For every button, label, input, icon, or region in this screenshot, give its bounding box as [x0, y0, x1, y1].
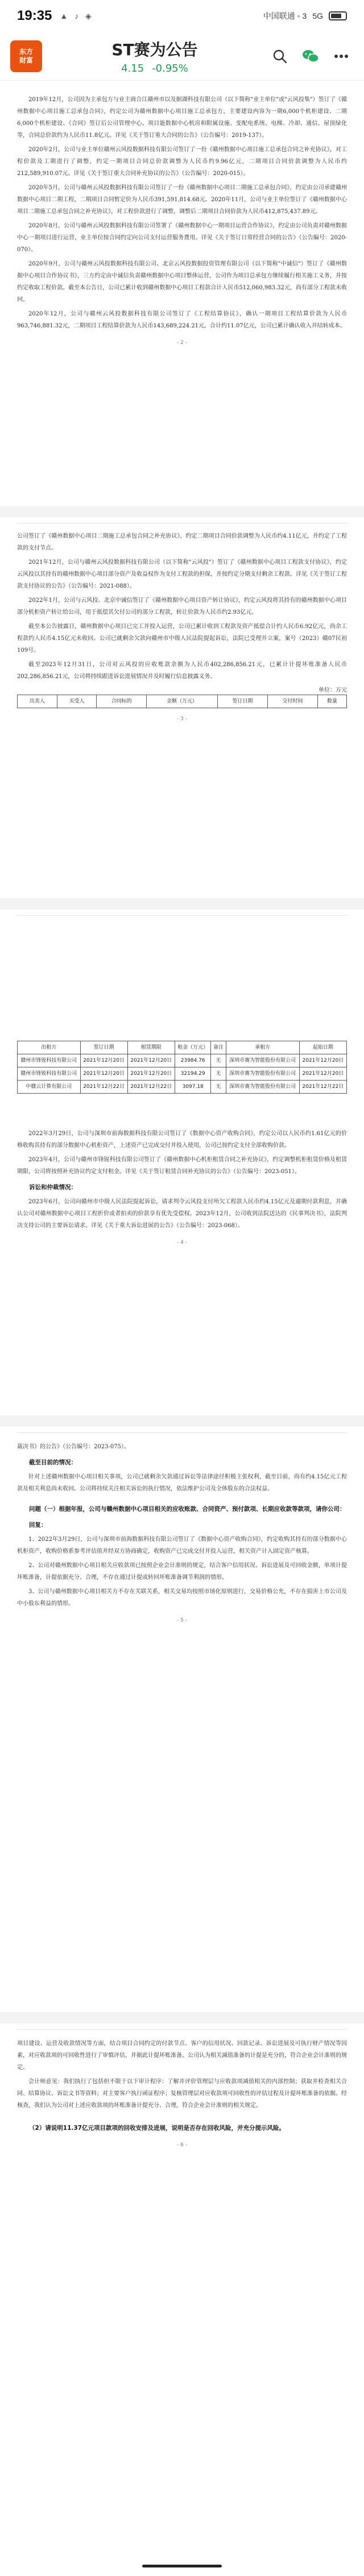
header-center [42, 38, 267, 74]
page4-para-4: 2、公司对赣州数据中心项目相关应收款项已按照企业会计准则的规定，结合客户信用状况、诉讼进展及可回收金额，单项计提坏账准备，计提依据充分、合理，不存在通过计提或转回坏账准备调节利润的情形。 [17, 1563, 347, 1581]
table-cell: 3097.18 [175, 1081, 211, 1094]
document-page-1 [17, 94, 347, 503]
page2-para-4: 截至本公告披露日，赣州数据中心项目已完工并投入运营，公司已累计收到工程款及资产抵偿合计约人民币6.92亿元，尚余工程款约人民币4.15亿元未收回。公司已就剩余欠款向赣州市中级人民法院提起诉讼，法院已受理并立案，案号（2023）赣07民初109号。 [17, 624, 347, 654]
table-cell: 深圳市赛为智能股份有限公司 [226, 1054, 299, 1067]
table-header-row [18, 1041, 347, 1054]
table-row [18, 1054, 347, 1067]
page3-para-2: 2023年4月，公司与赣州市锋锐科技有限公司签订了《赣州数据中心机柜租赁合同之补充协议》，约定调整机柜租赁价格及租赁期限，公司将按照补充协议约定支付租金。详见《关于签订租赁合同补充协议的公告》（公告编号：2023-051）。 [17, 1157, 347, 1175]
page2-para-5: 截至2023年12月31日，公司对云风投的应收账款余额为人民币402,286,856.21元，已累计计提坏账准备人民币202,286,856.21元，公司将持续跟进诉讼进展情况并及时履行信息披露义务。 [17, 662, 347, 680]
section-heading: 诉讼和仲裁情况： [29, 1184, 77, 1191]
page-separator [0, 506, 364, 517]
logo-line-2: 财富 [19, 56, 33, 64]
table-header-cell: 租金（万元） [175, 1041, 211, 1054]
page4-para-5: 3、公司与赣州数据中心项目相关方不存在关联关系，相关交易均按照市场化原则进行，交易价格公允，不存在损害上市公司及中小股东利益的情形。 [17, 1589, 347, 1607]
page1-para-1: 2019年12月，公司因为主承包方与业主商合江赣州市以及据湖科技有限公司（以下简称"业主单位"或"云风投集"）签订了《赣州数据中心项目施工总承包合同》，约定公司为赣州数据中心项目施工总承包方，主要建设内容为一期6,000个机柜建设、二期6,000个机柜建设、《合同》签订后公司管理中心、项目能数据中心机房和附属设施、变配电系统、电梯、冷却、通信、屋顶绿化等，合同总价款约为人民币11.8亿元。详见《关于签订重大合同的公告》（公告编号：2019-137）。 [17, 97, 347, 139]
table-row [18, 1081, 347, 1094]
page-number: - 2 - [177, 340, 187, 346]
status-time: 19:35 [17, 8, 52, 23]
status-bar [0, 0, 364, 32]
page-number: - 6 - [177, 2142, 187, 2148]
table-cell: 2021年12月22日 [127, 1081, 175, 1094]
table-cell: 无 [211, 1081, 226, 1094]
page5-para-2: 会计师意见：我们执行了包括但不限于以下审计程序：了解并评价管理层与应收款项减值相关的内部控制；获取并检查相关合同、结算协议、诉讼文书等资料；对主要客户执行函证程序；复核管理层对应收款项可回收性的评估过程及计提坏账准备的依据。经核查，我们认为公司对上述应收款项的坏账准备计提充分、合理，符合企业会计准则的相关规定。 [17, 2079, 347, 2109]
page-number: - 5 - [177, 1618, 187, 1623]
page1-para-3: 2020年5月，公司与赣州云风投数据科技有限公司签订了一份《赣州数据中心项目二期施工总承包合同》，约定由公司承建赣州数据中心项目二期工程，二期项目合同暂定价为人民币391,591,814.68元。2020年11月，公司与业主单位签订了《赣州数据中心项目二期施工总承包合同之补充协议》，对工程价款进行了调整，调整后二期项目合同价款为人民币412,875,437.89元。 [17, 185, 347, 215]
signal-label: 5G [312, 11, 323, 20]
table-header-cell: 交付时间 [267, 695, 317, 708]
table-caption: 单位：万元 [318, 687, 347, 693]
battery-icon [329, 11, 347, 20]
page2-para-1: 公司签订了《赣州数据中心项目二期施工总承包合同之补充协议》，约定二期项目合同价款调整为人民币约4.11亿元，并约定了工程款的支付节点。 [17, 533, 347, 551]
page2-para-3: 2022年1月，公司与云风投、北京中诚信签订了《赣州数据中心项目资产转让协议》，约定云风投将其持有的赣州数据中心项目部分机柜资产转让给公司，用于抵偿其欠付公司的部分工程款，转让价款为人民币约2.93亿元。 [17, 597, 347, 616]
table-header-cell: 买受人 [57, 695, 97, 708]
section-heading: 截至目前的情况： [29, 1459, 77, 1466]
table-cell: 赣州市锋锐科技有限公司 [18, 1054, 81, 1067]
table-cell: 2021年12月22日 [299, 1081, 346, 1094]
question-heading: 问题（一）根据年报，公司与赣州数据中心项目相关的应收账款、合同资产、预付款项、长期应收款等款项，请你公司： [29, 1506, 346, 1513]
table-header-cell: 租赁期限 [127, 1041, 175, 1054]
table-header-cell: 起始日期 [299, 1041, 346, 1054]
table-cell: 2021年12月20日 [127, 1067, 175, 1081]
app-header [0, 32, 364, 81]
contract-table-header [17, 695, 347, 708]
table-header-cell: 合同标的 [97, 695, 147, 708]
table-header-cell: 备注 [211, 1041, 226, 1054]
table-cell: 无 [211, 1067, 226, 1081]
page-number: - 3 - [177, 716, 187, 722]
document-page-5 [17, 2029, 347, 2552]
table-header-cell: 签订日期 [217, 695, 267, 708]
logo-line-1: 东方 [19, 47, 33, 56]
home-indicator[interactable] [142, 2565, 222, 2567]
stock-change: -0.95% [152, 63, 188, 74]
table-cell: 中赣云计算有限公司 [18, 1081, 81, 1094]
document-page-4 [17, 1432, 347, 2001]
network-label: 中国联通 ◦ 3 [263, 11, 307, 20]
page4-para-2: 针对上述赣州数据中心项目相关事项，公司已就剩余欠款通过诉讼等法律途径积极主张权利，截至目前，尚有约4.15亿元工程款及相关利息尚未收回。公司将持续关注相关诉讼的执行情况，依法维护公司及全体股东的合法权益。 [17, 1474, 347, 1492]
table-row [18, 1067, 347, 1081]
page5-para-1: 项目建设、运营及收款情况等方面，结合项目合同约定的付款节点、客户的信用状况、回款记录、诉讼进展及可执行财产情况等因素，对应收款项的可回收性进行了审慎评估，并据此计提坏账准备。公司认为相关减值准备的计提是充分的，符合企业会计准则的规定。 [17, 2041, 347, 2071]
document-page-3 [17, 915, 347, 1404]
table-cell: 2021年12月20日 [127, 1054, 175, 1067]
app-logo[interactable] [10, 40, 42, 72]
table-header-row [18, 695, 347, 708]
search-icon[interactable] [267, 44, 292, 69]
page-separator [0, 898, 364, 909]
table-cell: 深圳市赛为智能股份有限公司 [226, 1067, 299, 1081]
table-header-cell: 出租方 [18, 1041, 81, 1054]
page3-para-3: 2023年6月，公司向赣州市中级人民法院提起诉讼，请求判令云风投支付所欠工程款人民币约4.15亿元及逾期付款利息，并确认公司对赣州数据中心项目工程折价或者拍卖的价款享有优先受偿权。2023年12月，公司收到法院送达的《民事判决书》，法院判决支持公司的主要诉讼请求。详见《关于重大诉讼进展的公告》（公告编号：2023-068）。 [17, 1199, 347, 1229]
status-right [263, 10, 347, 22]
quote-row [121, 63, 188, 74]
page2-para-2: 2021年12月，公司与赣州云风投数据科技有限公司（以下简称"云风投"）签订了《赣州数据中心项目工程款支付协议》，约定云风投以其持有的赣州数据中心项目部分资产及收益权作为支付工程款的担保，并按约定分期支付剩余工程款。详见《关于签订工程款支付协议的公告》（公告编号：2021-088）。 [17, 559, 347, 589]
page-title: ST赛为公告 [111, 40, 198, 59]
reply-heading: 回复： [29, 1522, 47, 1528]
table-header-cell: 签订日期 [80, 1041, 127, 1054]
lease-table [17, 1041, 347, 1094]
page1-para-6: 2020年12月，公司与赣州云风投数据科技有限公司签订了《工程结算协议》，确认一期项目工程结算价款为人民币963,746,881.32元，二期项目工程结算价款为人民币143,689,224.21元，合计约11.07亿元，公司已累计确认收入并结转成本。 [17, 311, 347, 329]
page1-para-5: 2020年9月，公司与赣州云风投数据科技有限公司、北京云风投数据投资管理有限公司（以下简称"中诚信"）签订了《赣州数据中心项目合作协议书》，三方约定由中诚信负责赣州数据中心项目整体运营，公司作为项目总承包方继续履行相关施工义务，并按约定收取工程价款。截至本公告日，公司已累计收到赣州数据中心项目工程款合计人民币512,060,983.32元，尚有部分工程款未收回。 [17, 261, 347, 303]
header-actions [267, 44, 354, 69]
table-header-cell: 金额（万元） [147, 695, 218, 708]
table-header-cell: 承租方 [226, 1041, 299, 1054]
wechat-icon[interactable] [298, 44, 323, 69]
page-number: - 4 - [177, 1240, 187, 1245]
document-page-2 [17, 523, 347, 887]
table-header-cell: 数量 [317, 695, 346, 708]
question-heading: （2）请说明11.37亿元项目款项的回收安排及进展，说明是否存在回收风险，并充分提示风险。 [29, 2125, 286, 2132]
page4-para-3: 1、2022年3月29日，公司与深圳市前海数据科技有限公司签订了《数据中心资产收购合同》，约定收购其持有的部分数据中心机柜资产，收购价格系参考评估值并经双方协商确定，收购资产已完成交付并投入运营，相关资产计入固定资产核算。 [17, 1536, 347, 1555]
page-separator [0, 2012, 364, 2024]
page1-para-2: 2020年2月，公司与业主单位赣州云风投数据科技有限公司签订了一份《赣州数据中心项目施工总承包合同之补充协议》，对工程价款及工期进行了调整，约定一期项目合同总价款调整为人民币约9.96亿元，二期项目合同价款调整为人民币约212,589,910.07元。详见《关于签订重大合同补充协议的公告》（公告编号：2020-015）。 [17, 147, 347, 177]
table-cell: 深圳市赛为智能股份有限公司 [226, 1081, 299, 1094]
page1-para-4: 2020年8月，公司与赣州云风投数据科技有限公司签署了《赣州数据中心一期项目运营合作协议》，约定由公司负责对赣州数据中心一期项目进行运营，业主单位按合同约定向公司支付运营服务费用。详见《关于签订日常经营合同的公告》（公告编号：2020-070）。 [17, 223, 347, 253]
page4-para-1: 裁决书》的公告》（公告编号：2023-075）。 [17, 1444, 130, 1450]
table-cell: 2021年12月20日 [80, 1067, 127, 1081]
table-cell: 无 [211, 1054, 226, 1067]
table-header-cell: 出卖人 [18, 695, 57, 708]
page3-para-1: 2022年3月29日，公司与深圳市前海数据科技有限公司签订了《数据中心资产收购合同》，约定公司以人民币约1.61亿元的价格收购其持有的部分数据中心机柜资产，上述资产已完成交付并投入使用，公司已按约定支付全部收购价款。 [17, 1131, 347, 1149]
table-cell: 赣州市锋锐科技有限公司 [18, 1067, 81, 1081]
notification-icons: ▲ ♪ ◈ [60, 11, 94, 20]
table-cell: 23984.76 [175, 1054, 211, 1067]
table-cell: 2021年12月20日 [80, 1054, 127, 1067]
table-cell: 2021年12月20日 [299, 1067, 346, 1081]
more-icon[interactable] [329, 44, 354, 69]
table-cell: 2021年12月22日 [80, 1081, 127, 1094]
table-cell: 32194.29 [175, 1067, 211, 1081]
table-cell: 2021年12月20日 [299, 1054, 346, 1067]
bottom-bar [0, 2556, 364, 2576]
stock-price: 4.15 [121, 63, 144, 74]
page-separator [0, 1415, 364, 1427]
